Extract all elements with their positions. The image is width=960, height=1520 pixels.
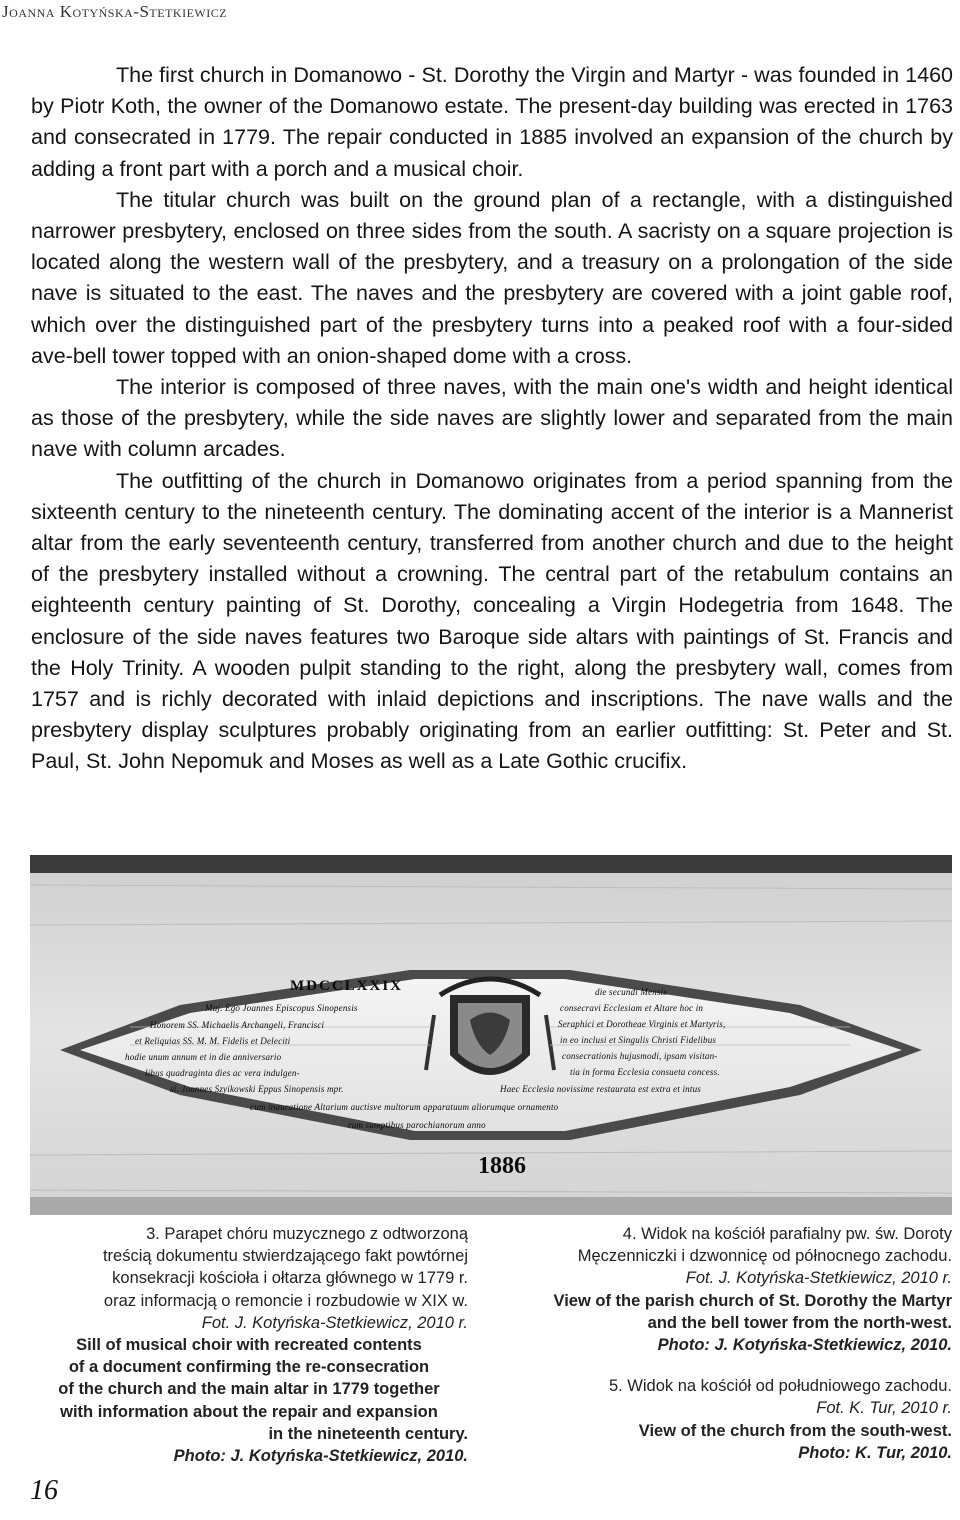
caption-figure-3 bbox=[30, 1223, 468, 1467]
plaque-roman-date: MDCCLXXIX bbox=[290, 978, 403, 994]
plaque-line: libus quadraginta dies ac vera indulgen- bbox=[145, 1068, 300, 1078]
choir-sill-photo bbox=[30, 855, 952, 1215]
caption-line: treścią dokumentu stwierdzającego fakt powtórnej bbox=[102, 1247, 468, 1266]
caption-line-en: View of the church from the south-west. bbox=[638, 1421, 952, 1440]
paragraph: The outfitting of the church in Domanowo originates from a period spanning from the sixteenth century to the nineteenth century. The dominating accent of the interior is a Mannerist altar from the early seventeenth century, transferred from another church and due to the height of the presbytery installed without a crowning. The central part of the retabulum contains an eighteenth century painting of St. Dorothy, concealing a Virgin Hodegetria from 1648. The enclosure of the side naves features two Baroque side altars with paintings of St. Francis and the Holy Trinity. A wooden pulpit standing to the right, along the presbytery wall, comes from 1757 and is richly decorated with inlaid depictions and inscriptions. The nave walls and the presbytery display sculptures probably originating from an earlier outfitting: St. Peter and St. Paul, St. John Nepomuk and Moses as well as a Late Gothic crucifix. bbox=[31, 468, 953, 774]
top-beam bbox=[30, 855, 952, 873]
plaque-line: cum inauratione Altarium auctisve multorum apparatuum aliorumque ornamento bbox=[250, 1102, 559, 1112]
caption-line-en: Sill of musical choir with recreated contents bbox=[76, 1336, 422, 1355]
photo-credit-pl: Fot. K. Tur, 2010 r. bbox=[816, 1399, 952, 1418]
page-number: 16 bbox=[30, 1475, 58, 1506]
caption-spacer bbox=[492, 1356, 952, 1375]
caption-line: 3. Parapet chóru muzycznego z odtworzoną bbox=[146, 1225, 468, 1243]
plaque-line: in eo inclusi et Singulis Christi Fidelibus bbox=[560, 1035, 717, 1045]
bottom-beam bbox=[30, 1197, 952, 1215]
plaque-line: si. Joannes Szyikowski Eppus Sinopensis mpr. bbox=[170, 1084, 344, 1094]
caption-line: 5. Widok na kościół od południowego zachodu. bbox=[608, 1377, 952, 1396]
photo-credit-pl: Fot. J. Kotyńska-Stetkiewicz, 2010 r. bbox=[201, 1313, 468, 1332]
plaque-year: 1886 bbox=[478, 1153, 526, 1179]
plaque-line: consecrationis hujusmodi, ipsam visitan- bbox=[562, 1051, 718, 1061]
plaque-line: die secundi Mensis bbox=[595, 987, 668, 997]
running-head: Joanna Kotyńska-Stetkiewicz bbox=[2, 2, 228, 21]
plaque-line: Seraphici et Dorotheae Virginis et Martyris, bbox=[558, 1019, 726, 1029]
plaque-line: et Reliquias SS. M. M. Fidelis et Deleciti bbox=[135, 1036, 291, 1046]
plaque-line: hodie unum annum et in die anniversario bbox=[125, 1052, 282, 1062]
caption-line-en: with information about the repair and expansion bbox=[60, 1402, 438, 1421]
paragraph: The titular church was built on the ground plan of a rectangle, with a distinguished narrower presbytery, enclosed on three sides from the south. A sacristy on a square projection is located along the western wall of the presbytery, and a treasury on a prolongation of the side nave is situated to the east. The naves and the presbytery are covered with a joint gable roof, which over the distinguished part of the presbytery turns into a peaked roof with a four-sided ave-bell tower topped with an onion-shaped dome with a cross. bbox=[31, 187, 953, 368]
paragraph: The first church in Domanowo - St. Dorothy the Virgin and Martyr - was founded in 1460 by Piotr Koth, the owner of the Domanowo estate. The present-day building was erected in 1763 and consecrated in 1779. The repair conducted in 1885 involved an expansion of the church by adding a front part with a porch and a musical choir. bbox=[31, 63, 953, 181]
caption-line: oraz informacją o remoncie i rozbudowie w XIX w. bbox=[103, 1291, 468, 1310]
caption-line-en: of a document confirming the re-consecration bbox=[68, 1358, 430, 1377]
plaque-line: Honorem SS. Michaelis Archangeli, Francisci bbox=[150, 1020, 325, 1030]
plaque-line: Haec Ecclesia novissime restaurata est extra et intus bbox=[500, 1084, 701, 1094]
plaque-line: Maj. Ego Joannes Episcopus Sinopensis bbox=[205, 1003, 358, 1013]
caption-line: 4. Widok na kościół parafialny pw. św. Doroty bbox=[622, 1225, 952, 1243]
photo-credit-en: Photo: K. Tur, 2010. bbox=[798, 1443, 952, 1462]
caption-line-en: of the church and the main altar in 1779 together bbox=[58, 1380, 440, 1399]
photo-credit-en: Photo: J. Kotyńska-Stetkiewicz, 2010. bbox=[657, 1336, 952, 1355]
caption-figures-4-5 bbox=[492, 1223, 952, 1464]
caption-line-en: and the bell tower from the north-west. bbox=[647, 1313, 952, 1332]
caption-line-en: in the nineteenth century. bbox=[268, 1424, 468, 1443]
photo-credit-pl: Fot. J. Kotyńska-Stetkiewicz, 2010 r. bbox=[685, 1269, 952, 1288]
caption-line-en: View of the parish church of St. Dorothy the Martyr bbox=[553, 1291, 952, 1310]
plaque-line: tia in forma Ecclesia consueta concess. bbox=[570, 1067, 720, 1077]
plaque-line: rum sumptibus parochianorum anno bbox=[348, 1120, 486, 1130]
caption-line: Męczenniczki i dzwonnicę od północnego zachodu. bbox=[577, 1247, 952, 1266]
plaque-line: consecravi Ecclesiam et Altare hoc in bbox=[560, 1003, 704, 1013]
caption-line: konsekracji kościoła i ołtarza głównego w 1779 r. bbox=[112, 1269, 468, 1288]
article-body bbox=[31, 60, 953, 778]
paragraph: The interior is composed of three naves, with the main one's width and height identical as those of the presbytery, while the side naves are slightly lower and separated from the main nave with column arcades. bbox=[31, 375, 953, 462]
photo-credit-en: Photo: J. Kotyńska-Stetkiewicz, 2010. bbox=[173, 1447, 468, 1466]
